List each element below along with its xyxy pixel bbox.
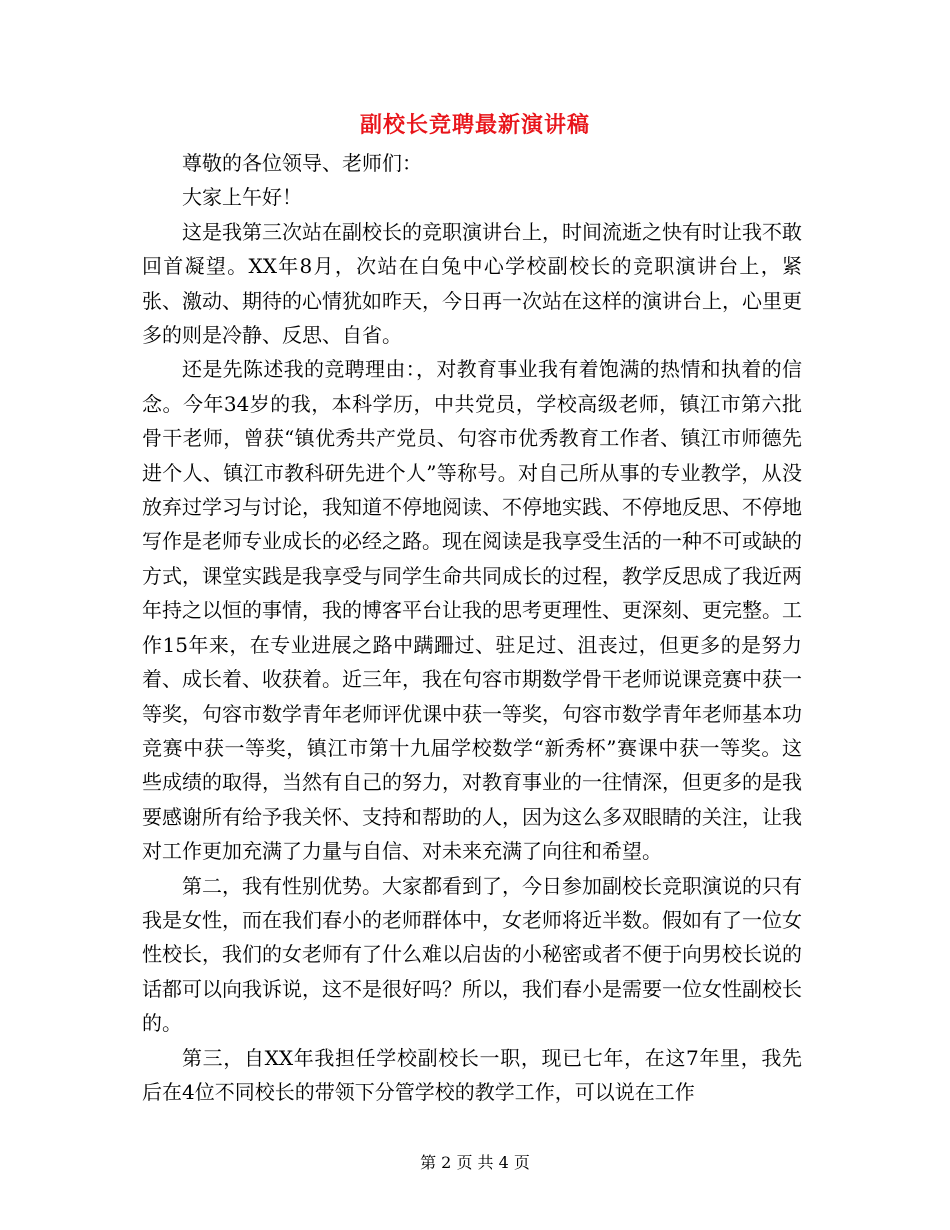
body-paragraph-2: 还是先陈述我的竞聘理由：，对教育事业我有着饱满的热情和执着的信念。今年34岁的我，本科学历，中共党员，学校高级老师，镇江市第六批骨干老师，曾获“镇优秀共产党员、句容市优秀教育工作者、镇江市师德先进个人、镇江市教科研先进个人”等称号。对自己所从事的专业教学，从没放弃过学习与讨论，我知道不停地阅读、不停地实践、不停地反思、不停地写作是老师专业成长的必经之路。现在阅读是我享受生活的一种不可或缺的方式，课堂实践是我享受与同学生命共同成长的过程，教学反思成了我近两年持之以恒的事情，我的博客平台让我的思考更理性、更深刻、更完整。工作15年来，在专业进展之路中蹒跚过、驻足过、沮丧过，但更多的是努力着、成长着、收获着。近三年，我在句容市期数学骨干老师说课竞赛中获一等奖，句容市数学青年老师评优课中获一等奖，句容市数学青年老师基本功竞赛中获一等奖，镇江市第十九届学校数学“新秀杯”赛课中获一等奖。这些成绩的取得，当然有自己的努力，对教育事业的一往情深，但更多的是我要感谢所有给予我关怀、支持和帮助的人，因为这么多双眼睛的关注，让我对工作更加充满了力量与自信、对未来充满了向往和希望。 xyxy=(142,357,802,864)
page-footer: 第 2 页 共 4 页 xyxy=(420,1153,530,1172)
body-paragraph-1: 这是我第三次站在副校长的竞职演讲台上，时间流逝之快有时让我不敢回首凝望。XX年8月，次站在白兔中心学校副校长的竞职演讲台上，紧张、激动、期待的心情犹如昨天，今日再一次站在这样的演讲台上，心里更多的则是冷静、反思、自省。 xyxy=(142,219,802,348)
body-paragraph-3: 第二，我有性别优势。大家都看到了，今日参加副校长竞职演说的只有我是女性，而在我们春小的老师群体中，女老师将近半数。假如有了一位女性校长，我们的女老师有了什么难以启齿的小秘密或者不便于向男校长说的话都可以向我诉说，这不是很好吗？所以，我们春小是需要一位女性副校长的。 xyxy=(142,873,802,1036)
document-title: 副校长竞聘最新演讲稿 xyxy=(359,112,590,138)
body-paragraph-greeting: 大家上午好！ xyxy=(182,185,302,210)
body-paragraph-salutation: 尊敬的各位领导、老师们： xyxy=(182,151,422,175)
body-paragraph-4: 第三，自XX年我担任学校副校长一职，现已七年，在这7年里，我先后在4位不同校长的带领下分管学校的教学工作，可以说在工作 xyxy=(142,1045,802,1104)
document-body xyxy=(142,146,802,1109)
